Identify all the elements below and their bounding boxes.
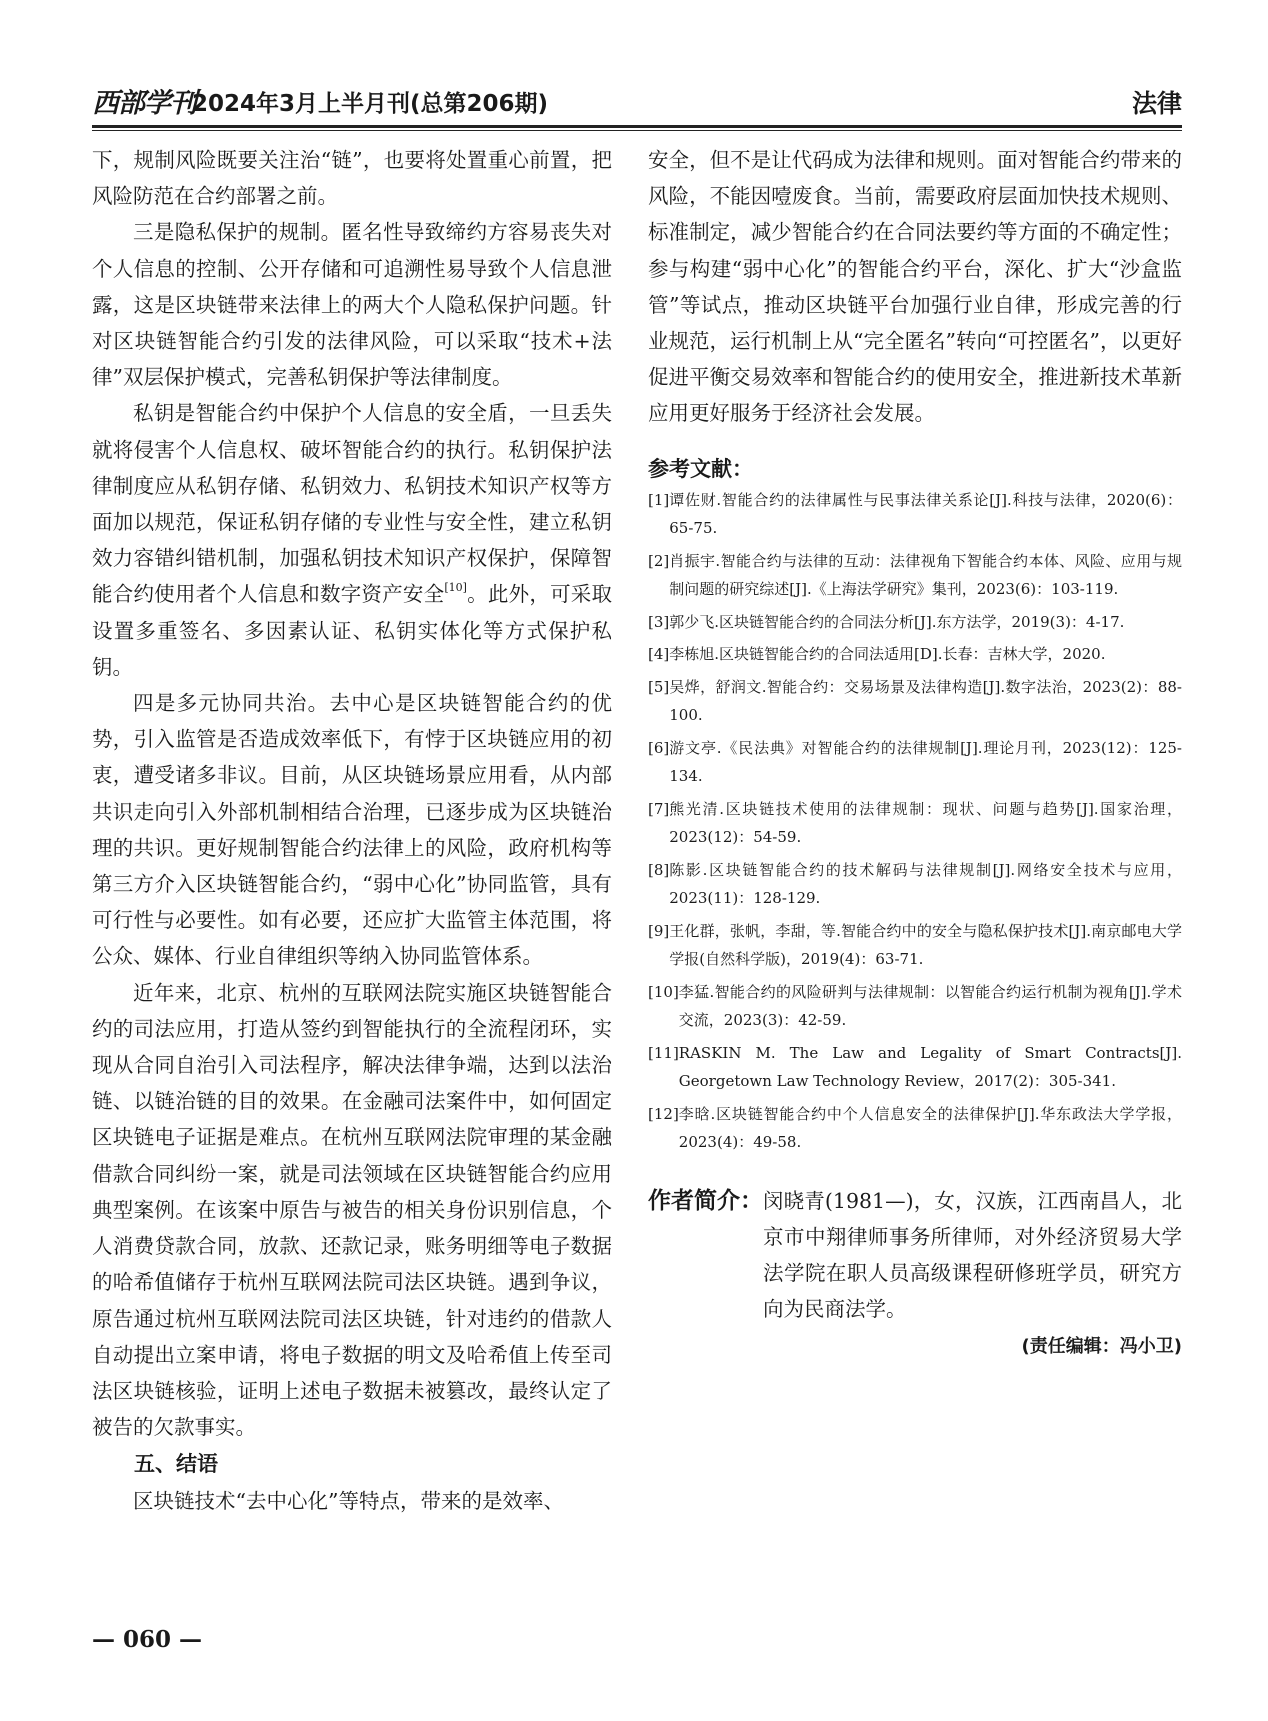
- reference-number: [8]: [648, 860, 670, 879]
- reference-item: [648, 795, 1182, 852]
- paragraph: 安全，但不是让代码成为法律和规则。面对智能合约带来的风险，不能因噎废食。当前，需要政府层面加快技术规则、标准制定，减少智能合约在合同法要约等方面的不确定性；参与构建“弱中心化”的智能合约平台，深化、扩大“沙盒监管”等试点，推动区块链平台加强行业自律，形成完善的行业规范，运行机制上从“完全匿名”转向“可控匿名”，以更好促进平衡交易效率和智能合约的使用安全，推进新技术革新应用更好服务于经济社会发展。: [648, 148, 1182, 426]
- page-number: — 060 —: [92, 1626, 203, 1653]
- reference-number: [2]: [648, 551, 670, 570]
- reference-text: 肖振宇.智能合约与法律的互动：法律视角下智能合约本体、风险、应用与规制问题的研究综述[J].《上海法学研究》集刊，2023(6)：103-119.: [669, 551, 1182, 599]
- reference-text: RASKIN M. The Law and Legality of Smart Contracts[J]. Georgetown Law Technology Review，2017(2)：305-341.: [678, 1043, 1182, 1091]
- paragraph: 下，规制风险既要关注治“链”，也要将处置重心前置，把风险防范在合约部署之前。: [92, 148, 612, 209]
- paragraph: 近年来，北京、杭州的互联网法院实施区块链智能合约的司法应用，打造从签约到智能执行的全流程闭环，实现从合同自治引入司法程序，解决法律争端，达到以法治链、以链治链的目的效果。在金融司法案件中，如何固定区块链电子证据是难点。在杭州互联网法院审理的某金融借款合同纠纷一案，就是司法领域在区块链智能合约应用典型案例。在该案中原告与被告的相关身份识别信息，个人消费贷款合同，放款、还款记录，账务明细等电子数据的哈希值储存于杭州互联网法院司法区块链。遇到争议，原告通过杭州互联网法院司法区块链，针对违约的借款人自动提出立案申请，将电子数据的明文及哈希值上传至司法区块链核验，证明上述电子数据未被篡改，最终认定了被告的欠款事实。: [92, 980, 612, 1440]
- reference-item: [648, 1039, 1182, 1096]
- issue-info: 2024年3月上半月刊(总第206期): [192, 91, 549, 117]
- reference-text: 吴烨，舒润文.智能合约：交易场景及法律构造[J].数字法治，2023(2)：88-100.: [669, 677, 1182, 725]
- reference-text: 李晗.区块链智能合约中个人信息安全的法律保护[J].华东政法大学学报，2023(4)：49-58.: [678, 1104, 1182, 1152]
- author-bio-text: 闵晓青(1981—)，女，汉族，江西南昌人，北京市中翔律师事务所律师，对外经济贸易大学法学院在职人员高级课程研修班学员，研究方向为民商法学。: [763, 1188, 1182, 1321]
- citation-marker: [10]: [444, 581, 467, 595]
- journal-logo: 西部学刊: [92, 88, 196, 119]
- paragraph: [92, 395, 612, 685]
- reference-number: [9]: [648, 921, 670, 940]
- section-name: 法律: [1131, 89, 1182, 118]
- reference-number: [10]: [648, 982, 679, 1001]
- reference-item: [648, 1100, 1182, 1157]
- reference-item: [648, 917, 1182, 974]
- reference-item: [648, 734, 1182, 791]
- reference-number: [4]: [648, 645, 670, 664]
- paragraph: 三是隐私保护的规制。匿名性导致缔约方容易丧失对个人信息的控制、公开存储和可追溯性易导致个人信息泄露，这是区块链带来法律上的两大个人隐私保护问题。针对区块链智能合约引发的法律风险，可以采取“技术+法律”双层保护模式，完善私钥保护等法律制度。: [92, 220, 612, 390]
- reference-text: 游文亭.《民法典》对智能合约的法律规制[J].理论月刊，2023(12)：125-134.: [669, 738, 1182, 786]
- reference-item: [648, 608, 1182, 637]
- reference-item: [648, 673, 1182, 730]
- reference-number: [12]: [648, 1104, 679, 1123]
- paragraph: 区块链技术“去中心化”等特点，带来的是效率、: [133, 1489, 564, 1514]
- reference-list: [648, 486, 1182, 1157]
- reference-text: 陈影.区块链智能合约的技术解码与法律规制[J].网络安全技术与应用，2023(11)：128-129.: [669, 860, 1182, 908]
- reference-item: [648, 978, 1182, 1035]
- reference-text: 熊光清.区块链技术使用的法律规制：现状、问题与趋势[J].国家治理，2023(12)：54-59.: [669, 799, 1182, 847]
- paragraph-text: 。此外，可采取设置多重签名、多因素认证、私钥实体化等方式保护私钥。: [92, 582, 613, 679]
- author-bio: [648, 1183, 1182, 1327]
- reference-item: [648, 547, 1182, 604]
- header-rule-thin: [92, 130, 1182, 131]
- left-column: [92, 142, 612, 1520]
- reference-number: [7]: [648, 799, 670, 818]
- author-bio-label: 作者简介：: [648, 1187, 763, 1214]
- reference-item: [648, 856, 1182, 913]
- reference-text: 郭少飞.区块链智能合约的合同法分析[J].东方法学，2019(3)：4-17.: [669, 612, 1125, 631]
- reference-number: [11]: [648, 1043, 679, 1062]
- reference-number: [6]: [648, 738, 670, 757]
- reference-text: 李栋旭.区块链智能合约的合同法适用[D].长春：吉林大学，2020.: [669, 645, 1106, 664]
- reference-text: 李猛.智能合约的风险研判与法律规制：以智能合约运行机制为视角[J].学术交流，2023(3)：42-59.: [678, 982, 1182, 1030]
- section-heading: 五、结语: [134, 1452, 218, 1477]
- reference-number: [1]: [648, 490, 670, 509]
- reference-item: [648, 486, 1182, 543]
- running-header: [92, 84, 1182, 124]
- reference-item: [648, 640, 1182, 669]
- reference-text: 王化群，张帆，李甜，等.智能合约中的安全与隐私保护技术[J].南京邮电大学学报(自然科学版)，2019(4)：63-71.: [669, 921, 1182, 969]
- right-column: [648, 142, 1182, 1363]
- reference-text: 谭佐财.智能合约的法律属性与民事法律关系论[J].科技与法律，2020(6)：65-75.: [669, 490, 1182, 538]
- reference-number: [3]: [648, 612, 670, 631]
- header-rule: [92, 125, 1182, 128]
- reference-number: [5]: [648, 677, 670, 696]
- paragraph: 四是多元协同共治。去中心是区块链智能合约的优势，引入监管是否造成效率低下，有悖于区块链应用的初衷，遭受诸多非议。目前，从区块链场景应用看，从内部共识走向引入外部机制相结合治理，已逐步成为区块链治理的共识。更好规制智能合约法律上的风险，政府机构等第三方介入区块链智能合约，“弱中心化”协同监管，具有可行性与必要性。如有必要，还应扩大监管主体范围，将公众、媒体、行业自律组织等纳入协同监管体系。: [92, 691, 612, 969]
- responsible-editor: (责任编辑：冯小卫): [1021, 1335, 1182, 1357]
- references-heading: 参考文献：: [648, 456, 753, 481]
- paragraph-text: 私钥是智能合约中保护个人信息的安全盾，一旦丢失就将侵害个人信息权、破坏智能合约的执行。私钥保护法律制度应从私钥存储、私钥效力、私钥技术知识产权等方面加以规范，保证私钥存储的专业性与安全性，建立私钥效力容错纠错机制，加强私钥技术知识产权保护，保障智能合约使用者个人信息和数字资产安全: [92, 401, 612, 607]
